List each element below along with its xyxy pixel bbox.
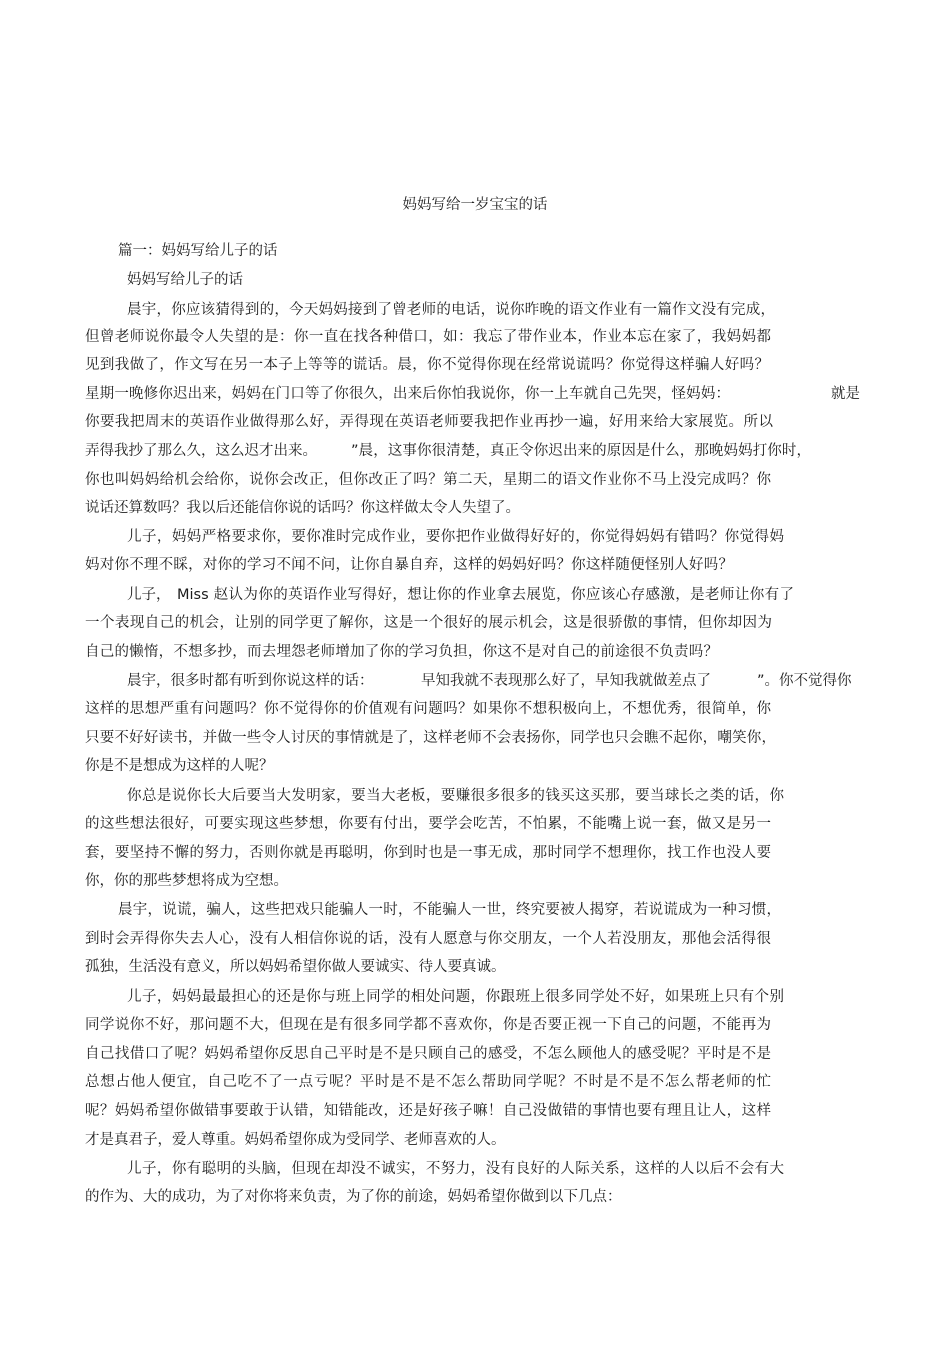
- paragraph-line: 总想占他人便宜，自己吃不了一点亏呢？平时是不是不怎么帮助同学呢？不时是不是不怎么帮老师的忙: [85, 1074, 771, 1090]
- paragraph-line: 儿子，: [127, 587, 171, 603]
- paragraph-line: 的作为、大的成功，为了对你将来负责，为了你的前途，妈妈希望你做到以下几点：: [85, 1189, 622, 1205]
- paragraph-line: 一个表现自己的机会，让别的同学更了解你，这是一个很好的展示机会，这是很骄傲的事情，但你却因为: [85, 615, 772, 631]
- paragraph-line: 同学说你不好，那问题不大，但现在是有很多同学都不喜欢你，你是否要正视一下自己的问题，不能再为: [85, 1017, 771, 1033]
- paragraph-line: ”晨，这事你很清楚，真正令你迟出来的原因是什么，那晚妈妈打你时，: [351, 443, 811, 459]
- paragraph-line: 儿子，你有聪明的头脑，但现在却没不诚实，不努力，没有良好的人际关系，这样的人以后不会有大: [127, 1161, 784, 1177]
- paragraph-line: Miss 赵认为你的英语作业写得好，想让你的作业拿去展览，你应该心存感激，是老师让你有了: [177, 587, 794, 603]
- paragraph-line: 你，你的那些梦想将成为空想。: [85, 873, 288, 889]
- paragraph-line: 晨宇，说谎，骗人，这些把戏只能骗人一时，不能骗人一世，终究要被人揭穿，若说谎成为一种习惯，: [118, 902, 781, 918]
- paragraph-line: 见到我做了，作文写在另一本子上等等的谎话。晨，你不觉得你现在经常说谎吗？你觉得这样骗人好吗？: [85, 357, 769, 373]
- paragraph-line: 你是不是想成为这样的人呢？: [85, 758, 274, 774]
- paragraph-line: 自己找借口了呢？妈妈希望你反思自己平时是不是只顾自己的感受，不怎么顾他人的感受呢？平时是不是: [85, 1046, 771, 1062]
- paragraph-line: ”。你不觉得你: [757, 673, 852, 689]
- paragraph-line: 的这些想法很好，可要实现这些梦想，你要有付出，要学会吃苦，不怕累，不能嘴上说一套，做又是另一: [85, 816, 771, 832]
- paragraph-line: 只要不好好读书，并做一些令人讨厌的事情就是了，这样老师不会表扬你，同学也只会瞧不起你，嘲笑你，: [85, 730, 776, 746]
- paragraph-line: 套，要坚持不懈的努力，否则你就是再聪明，你到时也是一事无成，那时同学不想理你，找工作也没人要: [85, 845, 771, 861]
- paragraph-line: 自己的懒惰，不想多抄，而去埋怨老师增加了你的学习负担，你这不是对自己的前途很不负责吗？: [85, 644, 718, 660]
- section-heading: 篇一：妈妈写给儿子的话: [118, 243, 278, 259]
- paragraph-line: 你也叫妈妈给机会给你，说你会改正，但你改正了吗？第二天，星期二的语文作业你不马上没完成吗？你: [85, 472, 771, 488]
- paragraph-line: 孤独，生活没有意义，所以妈妈希望你做人要诚实、待人要真诚。: [85, 959, 506, 975]
- paragraph-line: 到时会弄得你失去人心，没有人相信你说的话，没有人愿意与你交朋友，一个人若没朋友，那他会活得很: [85, 931, 771, 947]
- paragraph-line: 晨宇，你应该猜得到的，今天妈妈接到了曾老师的电话，说你昨晚的语文作业有一篇作文没有完成，: [127, 302, 775, 318]
- subsection-heading: 妈妈写给儿子的话: [127, 272, 243, 288]
- paragraph-line: 妈对你不理不睬，对你的学习不闻不问，让你自暴自弃，这样的妈妈好吗？你这样随便怪别人好吗？: [85, 557, 733, 573]
- paragraph-line: 你要我把周末的英语作业做得那么好，弄得现在英语老师要我把作业再抄一遍，好用来给大家展览。所以: [85, 414, 773, 430]
- paragraph-line: 才是真君子，爱人尊重。妈妈希望你成为受同学、老师喜欢的人。: [85, 1132, 506, 1148]
- paragraph-line: 说话还算数吗？我以后还能信你说的话吗？你这样做太令人失望了。: [85, 500, 520, 516]
- paragraph-line: 这样的思想严重有问题吗？你不觉得你的价值观有问题吗？如果你不想积极向上，不想优秀，很简单，你: [85, 701, 771, 717]
- document-title: 妈妈写给一岁宝宝的话: [402, 197, 548, 213]
- paragraph-line: 呢？妈妈希望你做错事要敢于认错，知错能改，还是好孩子嘛！自己没做错的事情也要有理且让人，这样: [85, 1103, 771, 1119]
- paragraph-line: 弄得我抄了那么久，这么迟才出来。: [85, 443, 317, 459]
- paragraph-line: 就是: [831, 386, 860, 402]
- paragraph-line: 儿子，妈妈严格要求你，要你准时完成作业，要你把作业做得好好的，你觉得妈妈有错吗？你觉得妈: [127, 529, 784, 545]
- paragraph-line: 晨宇，很多时都有听到你说这样的话：: [127, 673, 374, 689]
- paragraph-line: 你总是说你长大后要当大发明家，要当大老板，要赚很多很多的钱买这买那，要当球长之类的话，你: [127, 788, 784, 804]
- paragraph-line: 星期一晚修你迟出来，妈妈在门口等了你很久，出来后你怕我说你，你一上车就自己先哭，怪妈妈：: [85, 386, 730, 402]
- paragraph-line: 早知我就不表现那么好了，早知我就做差点了: [421, 673, 711, 689]
- paragraph-line: 儿子，妈妈最最担心的还是你与班上同学的相处问题，你跟班上很多同学处不好，如果班上只有个别: [127, 989, 784, 1005]
- paragraph-line: 但曾老师说你最令人失望的是：你一直在找各种借口，如：我忘了带作业本，作业本忘在家了，我妈妈都: [85, 329, 771, 345]
